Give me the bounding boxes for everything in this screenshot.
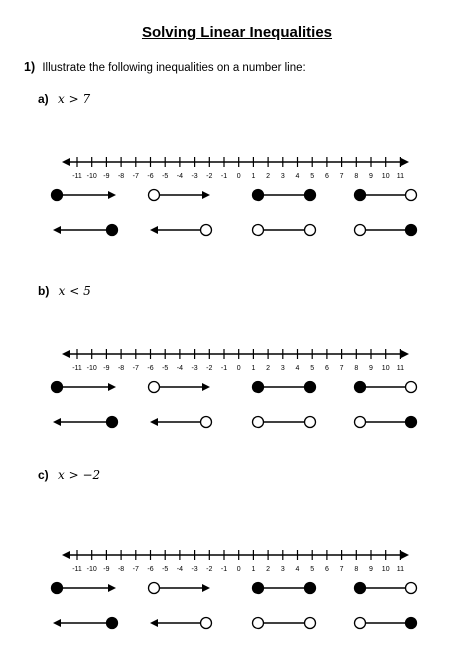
number-line-figure (0, 150, 474, 250)
part-expression: x > 7 (58, 92, 91, 106)
number-line-tick-label: -10 (86, 365, 97, 372)
open-circle-icon (406, 583, 417, 594)
part-c (38, 468, 100, 482)
number-line-tick-label: 9 (369, 173, 373, 180)
closed-circle-icon (52, 190, 63, 201)
number-line-tick-label: 11 (396, 365, 405, 372)
number-line-tick-label: -3 (191, 173, 198, 180)
arrow-right-icon (401, 350, 409, 358)
number-line-tick-label: -10 (86, 566, 97, 573)
closed-circle-icon (107, 225, 118, 236)
number-line-tick-label: 8 (354, 566, 359, 573)
number-line-tick-label: -11 (72, 365, 82, 372)
closed-circle-icon (355, 583, 366, 594)
part-label: c) (38, 468, 49, 482)
number-line-tick-label: 7 (339, 365, 344, 372)
open-circle-icon (201, 618, 212, 629)
number-line-tick-label: -2 (206, 566, 213, 573)
number-line-tick-label: 7 (339, 173, 344, 180)
arrow-right-icon (401, 158, 409, 166)
number-line-tick-label: 6 (324, 173, 329, 180)
number-line-tick-label: 1 (251, 365, 256, 372)
number-line-tick-label: -4 (176, 566, 184, 573)
open-circle-icon (406, 190, 417, 201)
arrow-right-icon (202, 584, 210, 592)
number-line-tick-label: 0 (236, 173, 241, 180)
number-line-tick-label: 1 (251, 566, 256, 573)
arrow-left-icon (150, 619, 158, 627)
number-line-tick-label: -11 (72, 173, 82, 180)
number-line-tick-label: -5 (162, 173, 169, 180)
number-line-tick-label: 7 (339, 566, 344, 573)
arrow-left-icon (62, 158, 70, 166)
number-line-tick-label: 2 (266, 365, 271, 372)
open-circle-icon (253, 225, 264, 236)
arrow-left-icon (53, 226, 61, 234)
number-line-tick-label: 8 (354, 365, 359, 372)
arrow-left-icon (53, 619, 61, 627)
closed-circle-icon (52, 583, 63, 594)
question-number: 1) (24, 60, 36, 74)
number-line-tick-label: 2 (266, 173, 271, 180)
number-line-section-c (0, 543, 474, 643)
number-line-tick-label: 0 (236, 365, 241, 372)
number-line-tick-label: 11 (396, 173, 405, 180)
number-line-tick-label: -9 (103, 566, 110, 573)
number-line-tick-label: -3 (191, 365, 198, 372)
number-line-tick-label: 5 (310, 566, 315, 573)
number-line-tick-label: 10 (381, 173, 390, 180)
arrow-left-icon (62, 551, 70, 559)
closed-circle-icon (305, 190, 316, 201)
number-line-tick-label: 10 (381, 566, 390, 573)
number-line-tick-label: 4 (295, 566, 300, 573)
part-expression: x < 5 (58, 284, 91, 298)
number-line-tick-label: -8 (117, 173, 125, 180)
number-line-tick-label: 6 (324, 365, 329, 372)
number-line-tick-label: -6 (147, 566, 154, 573)
number-line-tick-label: 9 (369, 365, 373, 372)
open-circle-icon (149, 382, 160, 393)
open-circle-icon (355, 618, 366, 629)
arrow-right-icon (202, 383, 210, 391)
part-label: a) (38, 92, 49, 106)
part-b (38, 284, 91, 298)
number-line-tick-label: -5 (162, 566, 169, 573)
number-line-tick-label: -1 (220, 566, 228, 573)
number-line-tick-label: -4 (176, 173, 184, 180)
arrow-right-icon (108, 383, 116, 391)
closed-circle-icon (253, 583, 264, 594)
arrow-left-icon (150, 226, 158, 234)
arrow-left-icon (150, 418, 158, 426)
number-line-tick-label: 3 (280, 365, 285, 372)
number-line-figure (0, 543, 474, 643)
number-line-tick-label: 1 (251, 173, 256, 180)
closed-circle-icon (107, 417, 118, 428)
number-line-tick-label: 4 (295, 365, 300, 372)
open-circle-icon (253, 417, 264, 428)
number-line-tick-label: 4 (295, 173, 300, 180)
number-line-tick-label: 0 (236, 566, 241, 573)
number-line-tick-label: -3 (191, 566, 198, 573)
closed-circle-icon (305, 382, 316, 393)
number-line-tick-label: -7 (132, 566, 139, 573)
arrow-left-icon (53, 418, 61, 426)
number-line-tick-label: 8 (354, 173, 359, 180)
question-text: Illustrate the following inequalities on a number line: (42, 62, 306, 74)
number-line-tick-label: -9 (103, 365, 110, 372)
number-line-tick-label: 2 (266, 566, 271, 573)
number-line-tick-label: -2 (206, 365, 213, 372)
part-label: b) (38, 284, 50, 298)
open-circle-icon (305, 618, 316, 629)
number-line-tick-label: -6 (147, 173, 154, 180)
number-line-section-b (0, 342, 474, 442)
number-line-tick-label: -1 (220, 173, 228, 180)
closed-circle-icon (305, 583, 316, 594)
open-circle-icon (253, 618, 264, 629)
number-line-figure (0, 342, 474, 442)
part-expression: x > −2 (58, 468, 101, 482)
number-line-tick-label: -6 (147, 365, 154, 372)
part-a (38, 92, 90, 106)
open-circle-icon (149, 190, 160, 201)
closed-circle-icon (52, 382, 63, 393)
arrow-right-icon (108, 191, 116, 199)
open-circle-icon (149, 583, 160, 594)
number-line-tick-label: -5 (162, 365, 169, 372)
number-line-tick-label: 10 (381, 365, 390, 372)
open-circle-icon (201, 225, 212, 236)
closed-circle-icon (107, 618, 118, 629)
number-line-tick-label: 3 (280, 173, 285, 180)
closed-circle-icon (406, 618, 417, 629)
closed-circle-icon (253, 190, 264, 201)
number-line-tick-label: -1 (220, 365, 228, 372)
number-line-tick-label: -7 (132, 365, 139, 372)
number-line-tick-label: -4 (176, 365, 184, 372)
number-line-tick-label: 9 (369, 566, 373, 573)
number-line-tick-label: -10 (86, 173, 97, 180)
closed-circle-icon (355, 190, 366, 201)
open-circle-icon (201, 417, 212, 428)
number-line-tick-label: 6 (324, 566, 329, 573)
open-circle-icon (305, 225, 316, 236)
number-line-tick-label: -8 (117, 566, 125, 573)
number-line-tick-label: -2 (206, 173, 213, 180)
worksheet-title: Solving Linear Inequalities (141, 24, 333, 41)
arrow-left-icon (62, 350, 70, 358)
closed-circle-icon (355, 382, 366, 393)
open-circle-icon (355, 225, 366, 236)
number-line-tick-label: 3 (280, 566, 285, 573)
closed-circle-icon (253, 382, 264, 393)
number-line-tick-label: -9 (103, 173, 110, 180)
open-circle-icon (355, 417, 366, 428)
number-line-tick-label: 5 (310, 365, 315, 372)
number-line-tick-label: -7 (132, 173, 139, 180)
number-line-tick-label: -11 (72, 566, 82, 573)
open-circle-icon (406, 382, 417, 393)
number-line-tick-label: -8 (117, 365, 125, 372)
closed-circle-icon (406, 417, 417, 428)
arrow-right-icon (202, 191, 210, 199)
arrow-right-icon (108, 584, 116, 592)
open-circle-icon (305, 417, 316, 428)
question-1 (24, 60, 306, 74)
closed-circle-icon (406, 225, 417, 236)
arrow-right-icon (401, 551, 409, 559)
number-line-tick-label: 11 (396, 566, 405, 573)
number-line-tick-label: 5 (310, 173, 315, 180)
number-line-section-a (0, 150, 474, 250)
